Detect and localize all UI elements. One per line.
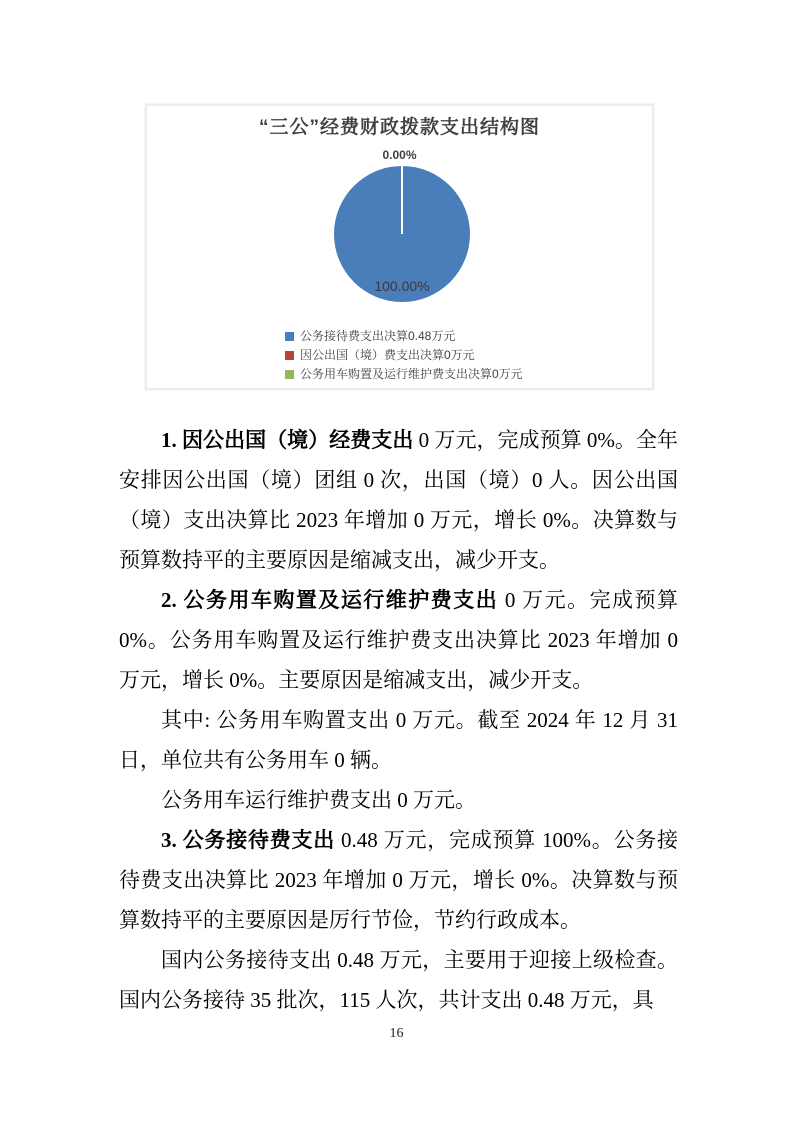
legend-item (285, 349, 523, 362)
three-public-expense-chart-panel (145, 104, 654, 390)
paragraph-vehicle-maintenance: 公务用车运行维护费支出 0 万元。 (161, 788, 476, 812)
legend-swatch-red-icon (285, 351, 294, 360)
paragraph-reception-expense: 3. 公务接待费支出 0.48 万元，完成预算 100%。公务接待费支出决算比 2023 年增加 0 万元，增长 0%。决算数与预算数持平的主要原因是厉行节俭，节约行政成本。 (119, 828, 678, 932)
paragraph-vehicle-expense: 2. 公务用车购置及运行维护费支出 0 万元。完成预算 0%。公务用车购置及运行维护费支出决算比 2023 年增加 0 万元，增长 0%。主要原因是缩减支出，减少开支。 (119, 588, 679, 692)
legend-item (285, 368, 523, 381)
legend-swatch-blue-icon (285, 332, 294, 341)
paragraph-domestic-reception: 国内公务接待支出 0.48 万元，主要用于迎接上级检查。国内公务接待 35 批次，115 人次，共计支出 0.48 万元，具 (119, 948, 678, 1012)
chart-title: “三公”经费财政拨款支出结构图 (258, 117, 540, 138)
pie-slice-label-hundred: 100.00% (374, 278, 430, 294)
legend-swatch-green-icon (285, 370, 294, 379)
chart-legend (285, 330, 523, 381)
paragraph-outbound-travel: 1. 因公出国（境）经费支出 0 万元，完成预算 0%。全年安排因公出国（境）团组 0 次，出国（境）0 人。因公出国（境）支出决算比 2023 年增加 0 万元，增长 0%。决算数与预算数持平的主要原因是缩减支出，减少开支。 (119, 428, 678, 572)
report-body (119, 420, 678, 1020)
pie-zero-slice-divider (401, 166, 403, 234)
paragraph-vehicle-purchase-detail: 其中: 公务用车购置支出 0 万元。截至 2024 年 12 月 31 日，单位共有公务用车 0 辆。 (119, 708, 678, 772)
legend-label: 因公出国（境）费支出决算0万元 (300, 348, 475, 362)
pie-slice-label-zero: 0.00% (382, 148, 417, 162)
page-number: 16 (389, 1026, 404, 1041)
legend-item (285, 330, 523, 343)
legend-label: 公务接待费支出决算0.48万元 (300, 329, 456, 343)
legend-label: 公务用车购置及运行维护费支出决算0万元 (300, 367, 523, 381)
